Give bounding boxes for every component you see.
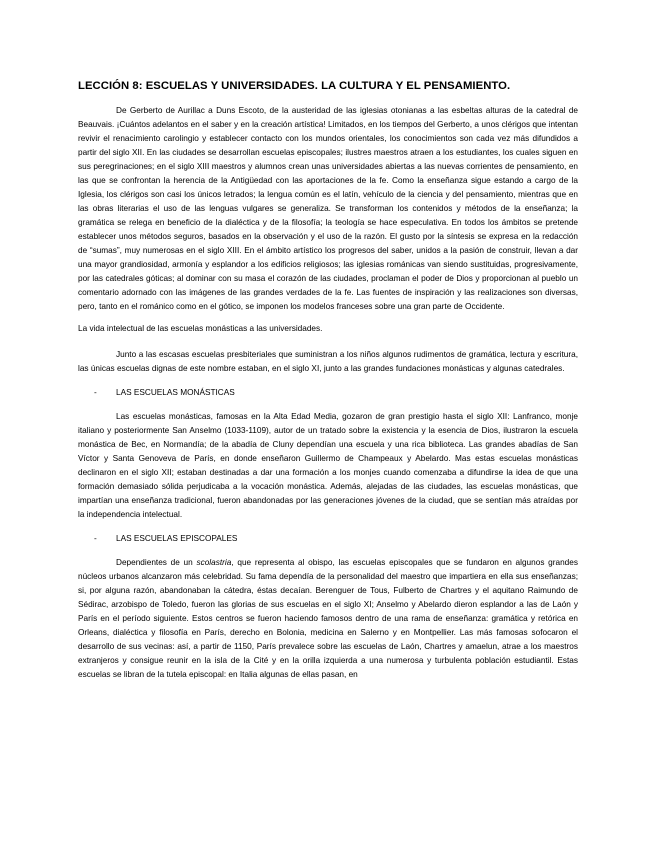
text-run: , que representa al obispo, las escuelas episcopales que se fundaron en algunos grandes núcleos urbanos alcanzaron más celebridad. Su fama dependía de la personalidad del maestro que impartiera en ella sus enseñanzas; si, por alguna razón, abandonaban la cátedra, éstas decaían. Berenguer de Tous, Fulberto de Chartres y el aquitano Raimundo de Sédirac, arzobispo de Toledo, fueron las glorias de sus escuelas en el siglo XI; Anselmo y Abelardo dieron esplandor a las de Laón y París en el período siguiente. Estos centros se fueron haciendo famosos dentro de una rama de enseñanza: gramática y retórica en Orleans, dialéctica y filosofía en París, derecho en Bolonia, medicina en Salerno y en Montpellier. Las más famosas sofocaron el desarrollo de sus vecinas: así, a partir de 1150, París prevalece sobre las escuelas de Laón, Chartres y amaelun, atrae a los maestros extranjeros y consigue reunir en la isla de la Cité y en la orilla izquierda a una numerosa y turbulenta población estudiantil. Estas escuelas se libran de la tutela episcopal: en Italia algunas de ellas pasan, en <box>78 558 578 679</box>
section-title: LAS ESCUELAS EPISCOPALES <box>116 534 238 543</box>
subheading: La vida intelectual de las escuelas monásticas a las universidades. <box>78 324 323 333</box>
bullet-marker: - <box>94 388 97 397</box>
section-title: LAS ESCUELAS MONÁSTICAS <box>116 388 235 397</box>
text-run: Dependientes de un <box>116 558 197 567</box>
intro-paragraph: De Gerberto de Aurillac a Duns Escoto, de la austeridad de las iglesias otonianas a las esbeltas alturas de la catedral de Beauvais. ¡Cuántos adelantos en el saber y en la creación artística! Limitados, en los tiempos del Gerberto, a unos clérigos que intentan revivir el renacimiento carolingio y establecer contacto con los mundos orientales, los conocimientos son cada vez más difundidos a partir del siglo XII. En las ciudades se desarrollan escuelas episcopales; ilustres maestros atraen a los estudiantes, los cuales siguen en sus peregrinaciones; en el siglo XIII maestros y alumnos crean unas universidades abiertas a las nuevas corrientes de pensamiento, en las que se confrontan la herencia de la Antigüedad con las aportaciones de la fe. Como la enseñanza sigue estando a cargo de la Iglesia, los clérigos son casi los únicos letrados; la lengua común es el latín, vehículo de la ciencia y del pensamiento, mientras que en las obras literarias el uso de las lenguas vulgares se generaliza. Se transforman los contenidos y métodos de la enseñanza; la gramática se relega en beneficio de la dialéctica y de la filosofía; la teología se hace especulativa. En todos los ámbitos se pretende establecer unos métodos seguros, basados en la observación y el uso de la razón. El gusto por la síntesis se expresa en la redacción de “sumas”, muy numerosas en el siglo XIII. En el ámbito artístico los progresos del saber, unidos a la pasión de construir, llevan a dar una mayor grandiosidad, armonía y esplandor a los edificios religiosos; las iglesias románicas van siendo sustituidas, progresivamente, por las catedrales góticas; al dominar con su masa el corazón de las ciudades, proclaman el poder de Dios y proporcionan al pueblo un comentario adornado con las imágenes de las grandes verdades de la fe. Las fuentes de inspiración y las realizaciones son diversas, pero, tanto en el románico como en el gótico, se imponen los modelos franceses sobre una gran parte de Occidente. <box>78 106 578 311</box>
section-heading-episcopales <box>78 532 578 546</box>
page-content <box>78 80 578 682</box>
bullet-marker: - <box>94 534 97 543</box>
italic-term: scolastria <box>196 558 232 567</box>
paragraph-escuelas-episcopales <box>78 556 578 682</box>
lesson-title: LECCIÓN 8: ESCUELAS Y UNIVERSIDADES. LA CULTURA Y EL PENSAMIENTO. <box>78 80 511 92</box>
section-heading-monasticas <box>78 386 578 400</box>
paragraph-escuelas-presbiteriales: Junto a las escasas escuelas presbiteriales que suministran a los niños algunos rudimentos de gramática, lectura y escritura, las únicas escuelas dignas de este nombre estaban, en el siglo XI, junto a las grandes fundaciones monásticas y algunas catedrales. <box>78 350 578 373</box>
paragraph-escuelas-monasticas: Las escuelas monásticas, famosas en la Alta Edad Media, gozaron de gran prestigio hasta el siglo XII: Lanfranco, monje italiano y posteriormente San Anselmo (1033-1109), autor de un tratado sobre la existencia y la esencia de Dios, ilustraron la escuela monástica de Bec, en Normandía; de la abadía de Cluny dependían una escuela y una rica biblioteca. Las grandes abadías de San Víctor y Santa Genoveva de París, en donde enseñaron Guillermo de Champeaux y Abelardo. Mas estas escuelas monásticas declinaron en el siglo XII; estaban destinadas a dar una formación a los monjes cuando comenzaba a difundirse la idea de que una formación demasiado sólida perjudicaba a la vocación monástica. Además, alejadas de las ciudades, las escuelas monásticas, que impartían una enseñanza tradicional, fueron abandonadas por las generaciones jóvenes de la ciudad, que se sentían más atraídas por la independencia intelectual. <box>78 412 578 519</box>
